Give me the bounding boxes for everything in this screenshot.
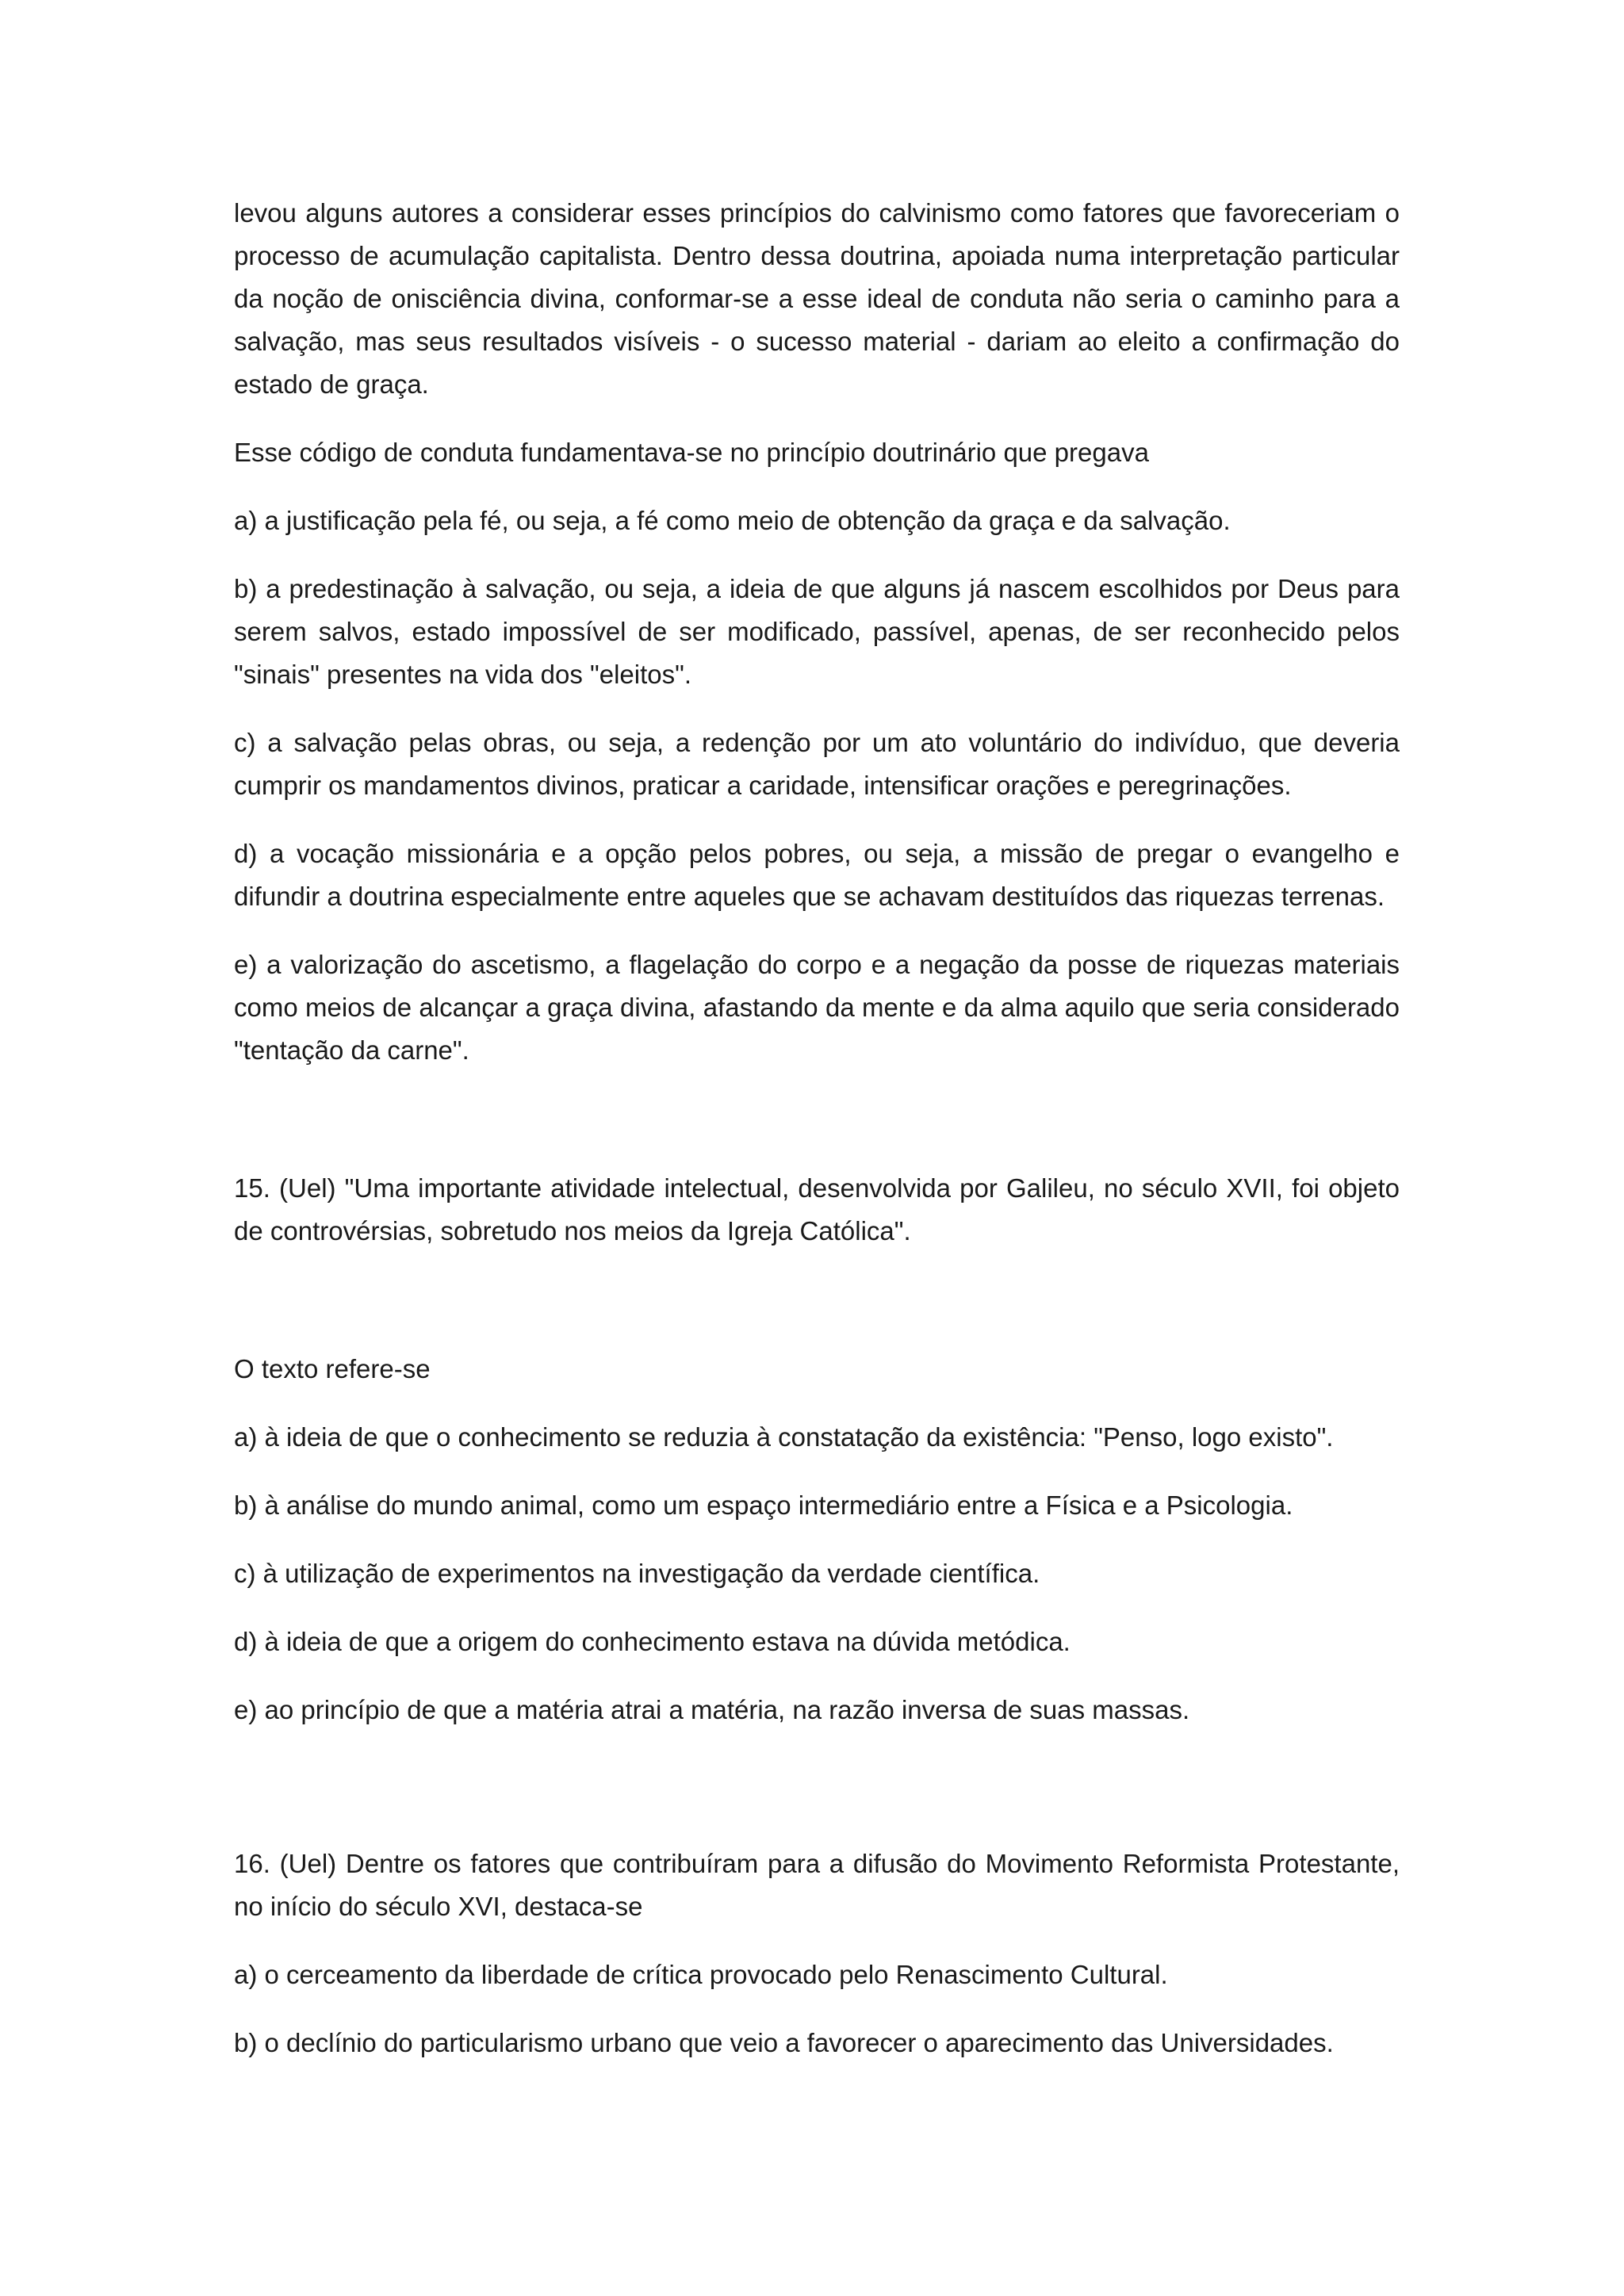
question-15-option-e: e) ao princípio de que a matéria atrai a matéria, na razão inversa de suas massas.	[234, 1695, 1190, 1724]
question-15-header: 15. (Uel) "Uma importante atividade intelectual, desenvolvida por Galileu, no século XVII, foi objeto de controvérsias, sobretudo nos meios da Igreja Católica".	[234, 1173, 1400, 1246]
question-16-option-b: b) o declínio do particularismo urbano que veio a favorecer o aparecimento das Universidades.	[234, 2028, 1334, 2057]
question-16-option-a: a) o cerceamento da liberdade de crítica provocado pelo Renascimento Cultural.	[234, 1960, 1168, 1989]
question-14-stem: Esse código de conduta fundamentava-se no princípio doutrinário que pregava	[234, 438, 1149, 467]
question-14-option-c: c) a salvação pelas obras, ou seja, a redenção por um ato voluntário do indivíduo, que deveria cumprir os mandamentos divinos, praticar a caridade, intensificar orações e peregrinações.	[234, 728, 1400, 800]
page-content	[234, 192, 1400, 2064]
question-15-option-a: a) à ideia de que o conhecimento se reduzia à constatação da existência: "Penso, logo existo".	[234, 1422, 1334, 1452]
question-14-option-e: e) a valorização do ascetismo, a flagelação do corpo e a negação da posse de riquezas materiais como meios de alcançar a graça divina, afastando da mente e da alma aquilo que seria considerado "tentação da carne".	[234, 950, 1400, 1065]
question-14-option-d: d) a vocação missionária e a opção pelos pobres, ou seja, a missão de pregar o evangelho e difundir a doutrina especialmente entre aqueles que se achavam destituídos das riquezas terrenas.	[234, 839, 1400, 911]
question-15-option-c: c) à utilização de experimentos na investigação da verdade científica.	[234, 1559, 1040, 1588]
question-14-option-a: a) a justificação pela fé, ou seja, a fé como meio de obtenção da graça e da salvação.	[234, 506, 1231, 535]
question-16-header: 16. (Uel) Dentre os fatores que contribuíram para a difusão do Movimento Reformista Protestante, no início do século XVI, destaca-se	[234, 1849, 1400, 1921]
question-15-stem: O texto refere-se	[234, 1354, 431, 1383]
question-15-option-d: d) à ideia de que a origem do conhecimento estava na dúvida metódica.	[234, 1627, 1071, 1656]
question-14-option-b: b) a predestinação à salvação, ou seja, a ideia de que alguns já nascem escolhidos por Deus para serem salvos, estado impossível de ser modificado, passível, apenas, de ser reconhecido pelos "sinais" presentes na vida dos "eleitos".	[234, 574, 1400, 689]
intro-paragraph: levou alguns autores a considerar esses princípios do calvinismo como fatores que favoreceriam o processo de acumulação capitalista. Dentro dessa doutrina, apoiada numa interpretação particular da noção de onisciência divina, conformar-se a esse ideal de conduta não seria o caminho para a salvação, mas seus resultados visíveis - o sucesso material - dariam ao eleito a confirmação do estado de graça.	[234, 198, 1400, 399]
question-15-option-b: b) à análise do mundo animal, como um espaço intermediário entre a Física e a Psicologia.	[234, 1490, 1293, 1520]
